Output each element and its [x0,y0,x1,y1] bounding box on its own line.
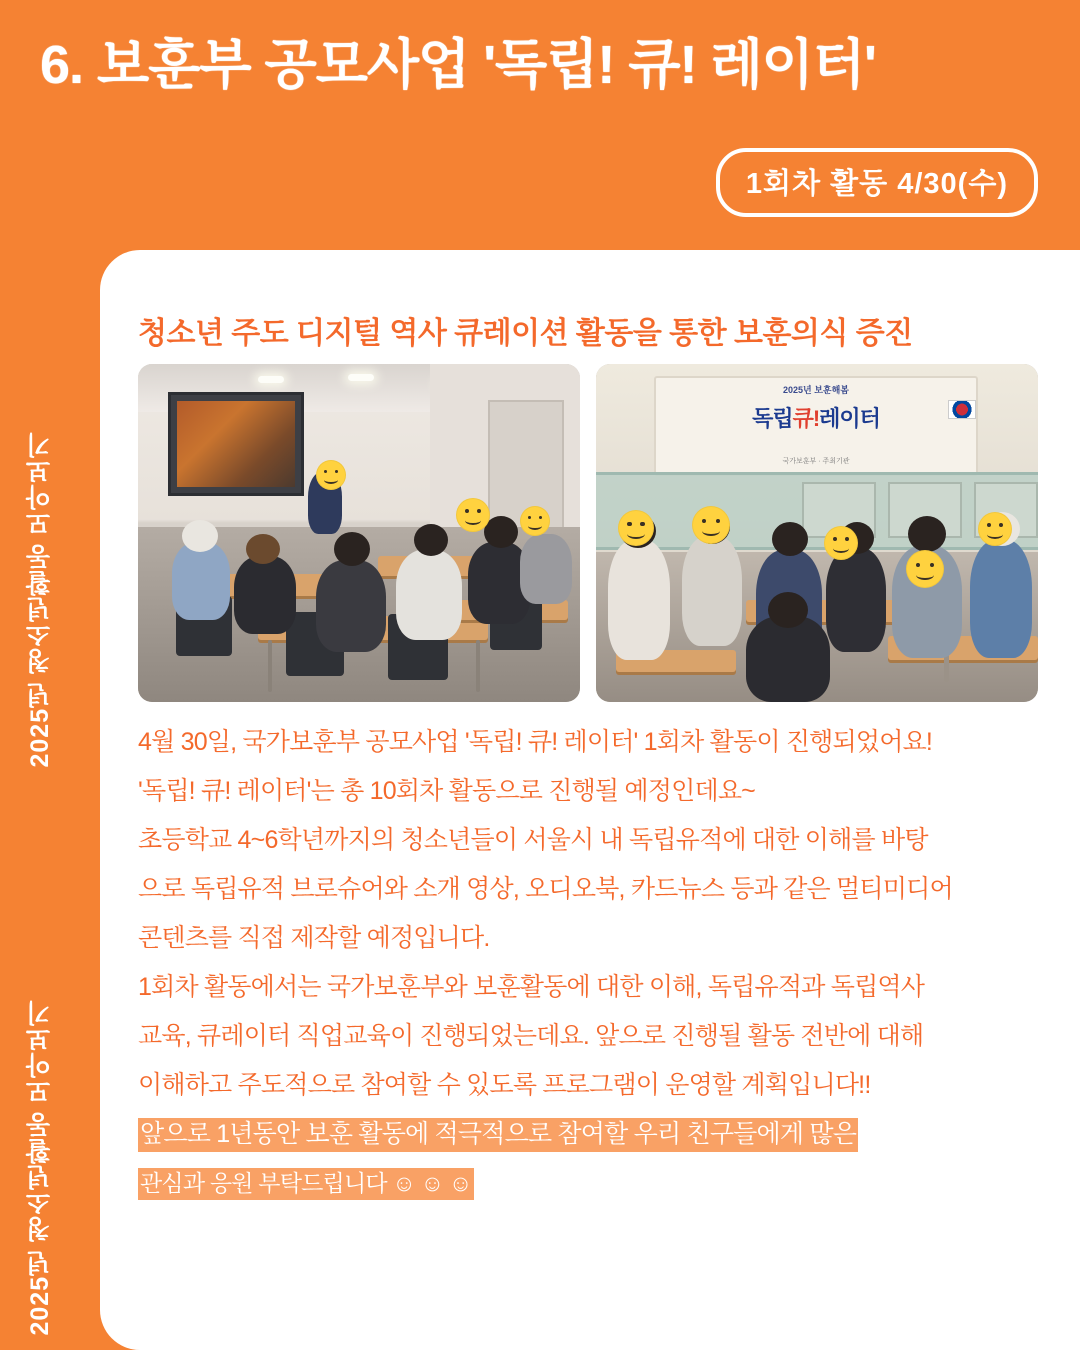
paragraph-line: 으로 독립유적 브로슈어와 소개 영상, 오디오북, 카드뉴스 등과 같은 멀티미디어 [138,875,953,903]
banner-title-part1: 독립 [752,406,793,431]
side-label-bottom: 2025년 청소년활동 모아보기 [26,1000,54,1336]
side-label-top: 2025년 청소년활동 모아보기 [26,432,54,768]
banner-title-part3: 레이터 [819,406,880,431]
smiley-face-mask [456,498,490,532]
body-text [138,718,1048,1208]
korean-flag-icon [948,400,976,419]
smiley-face-mask [316,460,346,490]
smiley-face-mask [906,550,944,588]
banner-title-part2: 큐! [792,406,820,431]
paragraph-line: 교육, 큐레이터 직업교육이 진행되었는데요. 앞으로 진행될 활동 전반에 대해 [138,1022,924,1050]
highlighted-text: 앞으로 1년동안 보훈 활동에 적극적으로 참여할 우리 친구들에게 많은 [138,1118,858,1152]
page-title: 6. 보훈부 공모사업 '독립! 큐! 레이터' [40,35,876,95]
highlighted-line [138,1159,1048,1208]
smiley-face-mask [824,526,858,560]
event-banner [654,376,978,476]
photo-gallery [138,364,1038,702]
smiley-face-mask [520,506,550,536]
content-card [100,250,1080,1350]
header [0,0,1080,250]
session-badge: 1회차 활동 4/30(수) [716,148,1038,217]
banner-top-text: 2025년 보훈해봄 [783,385,849,395]
card-heading: 청소년 주도 디지털 역사 큐레이션 활동을 통한 보훈의식 증진 [138,317,913,350]
paragraph-line: 이해하고 주도적으로 참여할 수 있도록 프로그램이 운영할 계획입니다!! [138,1071,871,1099]
highlighted-line [138,1110,1048,1159]
highlighted-text: 관심과 응원 부탁드립니다 ☺ ☺ ☺ [138,1168,474,1200]
paragraph-line: '독립! 큐! 레이터'는 총 10회차 활동으로 진행될 예정인데요~ [138,777,755,805]
smiley-face-mask [978,512,1012,546]
paragraph-line: 1회차 활동에서는 국가보훈부와 보훈활동에 대한 이해, 독립유적과 독립역사 [138,973,925,1001]
paragraph-line: 콘텐츠를 직접 제작할 예정입니다. [138,924,490,952]
paragraph-line: 4월 30일, 국가보훈부 공모사업 '독립! 큐! 레이터' 1회차 활동이 진행되었어요! [138,728,933,756]
paragraph-line: 초등학교 4~6학년까지의 청소년들이 서울시 내 독립유적에 대한 이해를 바탕 [138,826,928,854]
banner-room-photo [596,364,1038,702]
smiley-face-mask [692,506,730,544]
classroom-lecture-photo [138,364,580,702]
banner-sub-text: 국가보훈부 · 주최기관 [782,458,850,465]
smiley-face-mask [618,510,654,546]
banner-title [656,402,976,433]
